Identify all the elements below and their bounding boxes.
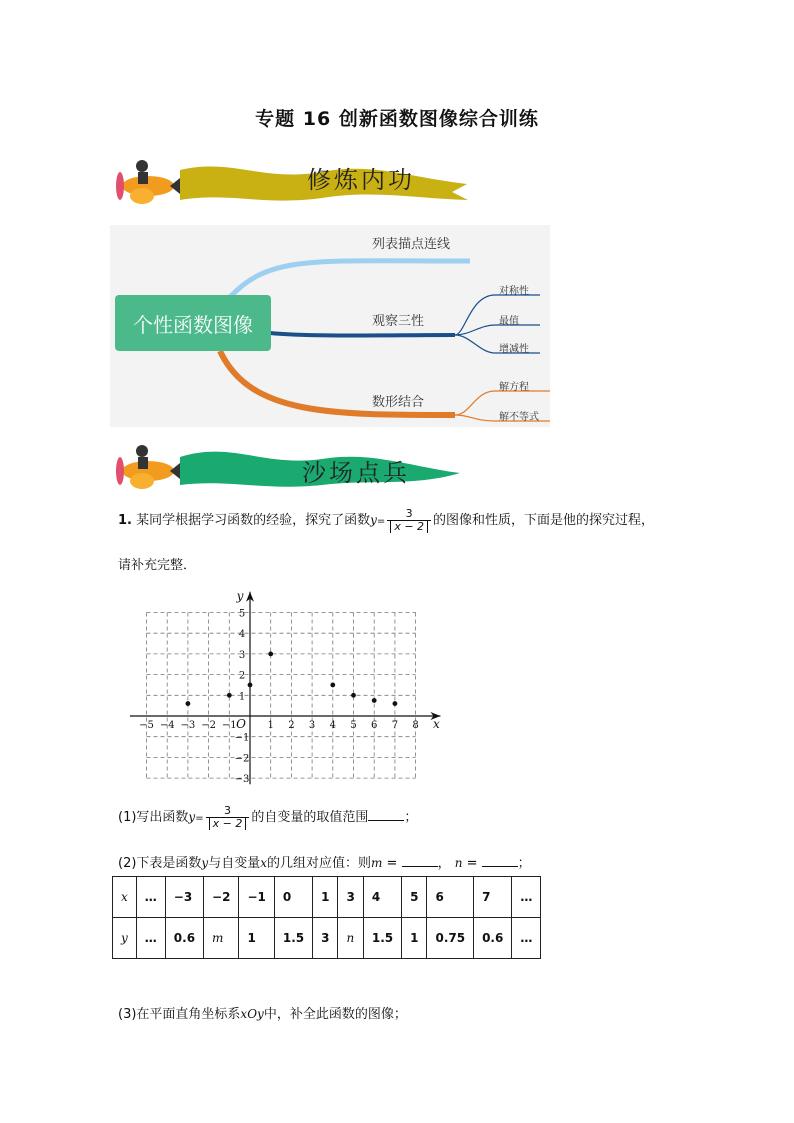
origin-label: O: [236, 717, 246, 731]
y-tick-label: −2: [234, 753, 250, 765]
part-3: [118, 1003, 407, 1022]
equals-sign: =: [462, 856, 482, 871]
separator: ，: [437, 856, 451, 871]
answer-blank-range[interactable]: [368, 808, 404, 821]
fraction-denominator: x − 2: [390, 520, 428, 533]
equals-sign: =: [376, 516, 386, 528]
data-point: [372, 698, 377, 703]
mind-map: [110, 225, 550, 427]
mind-map-branch-2: 观察三性: [372, 314, 425, 329]
x-tick-label: 1: [267, 720, 274, 731]
part-2-text: 的几组对应值：则: [267, 856, 372, 871]
table-row: [113, 877, 541, 918]
equals-sign: =: [382, 856, 402, 871]
y-row-cell-7: n: [338, 918, 363, 959]
question-text-a: 某同学根据学习函数的经验，探究了函数: [136, 513, 371, 529]
part-1-text: 的自变量的取值范围: [251, 810, 369, 826]
data-point: [330, 683, 335, 688]
y-row-cell-6: 3: [313, 918, 338, 959]
plane-banner-graphic-1: [112, 148, 472, 208]
y-row-cell-10: 0.75: [427, 918, 474, 959]
y-row-cell-3: m: [204, 918, 239, 959]
data-point: [227, 693, 232, 698]
fraction-denominator: x − 2: [209, 817, 247, 830]
part-1: [118, 805, 417, 830]
y-tick-label: 3: [238, 649, 246, 661]
y-tick-label: 2: [238, 670, 246, 682]
question-1-line-1: [118, 508, 718, 533]
mind-map-leaf-monotonic: 增减性: [499, 344, 529, 355]
airplane-icon: [116, 160, 180, 204]
x-tick-label: −3: [180, 720, 196, 731]
question-1-line-2: 请补充完整．: [118, 558, 197, 573]
var-xoy: xOy: [240, 1007, 264, 1021]
x-tick-label: −1: [221, 720, 237, 731]
x-tick-label: −5: [139, 720, 154, 731]
x-axis-label: x: [433, 717, 440, 731]
x-tick-label: 6: [371, 720, 378, 731]
x-tick-label: 5: [350, 720, 357, 731]
x-row-cell-0: x: [113, 877, 137, 918]
x-row-cell-9: 5: [402, 877, 427, 918]
part-1-end: ；: [404, 810, 418, 826]
var-m: m: [371, 856, 383, 870]
graph-axes: [130, 592, 441, 785]
y-row-cell-12: …: [512, 918, 541, 959]
x-row-cell-10: 6: [427, 877, 474, 918]
data-point: [248, 683, 253, 688]
mind-map-leaf-inequality: 解不等式: [499, 412, 539, 423]
y-tick-label: −3: [234, 774, 250, 786]
x-row-cell-1: …: [136, 877, 165, 918]
y-row-cell-2: 0.6: [165, 918, 203, 959]
x-tick-label: −2: [201, 720, 216, 731]
part-2-mid: 与自变量: [208, 856, 261, 871]
y-row-cell-9: 1: [402, 918, 427, 959]
x-tick-label: 7: [391, 720, 399, 731]
x-row-cell-6: 1: [313, 877, 338, 918]
y-tick-label: −1: [234, 732, 250, 744]
x-row-cell-5: 0: [274, 877, 312, 918]
y-tick-label: 1: [238, 691, 246, 703]
x-row-cell-12: …: [512, 877, 541, 918]
data-point: [393, 701, 398, 706]
y-row-cell-0: y: [113, 918, 137, 959]
x-tick-label: 3: [308, 720, 316, 731]
x-tick-label: −4: [159, 720, 175, 731]
graph-grid: [130, 613, 419, 779]
equals-sign: =: [195, 813, 204, 825]
fraction: [206, 805, 250, 830]
var-y: y: [201, 856, 209, 870]
x-tick-label: 2: [288, 720, 295, 731]
y-row-cell-11: 0.6: [474, 918, 512, 959]
x-row-cell-4: −1: [239, 877, 274, 918]
section-banner-2: [112, 433, 472, 493]
var-y: y: [370, 513, 377, 528]
part-3-text: 中，补全此函数的图像；: [263, 1007, 407, 1022]
page-title: 专题 16 创新函数图像综合训练: [255, 108, 539, 130]
part-1-label: (1)写出函数: [118, 810, 189, 826]
part-2-label: (2)下表是函数: [118, 856, 202, 871]
x-tick-label: 4: [329, 720, 336, 731]
y-tick-label: 5: [238, 608, 246, 620]
answer-blank-n[interactable]: [482, 854, 518, 867]
fraction-numerator: 3: [405, 507, 413, 520]
y-row-cell-8: 1.5: [363, 918, 401, 959]
var-x: x: [260, 856, 267, 870]
x-tick-label: 8: [412, 720, 419, 731]
fraction-numerator: 3: [223, 804, 231, 817]
mind-map-leaf-symmetry: 对称性: [499, 286, 529, 297]
part-3-label: (3)在平面直角坐标系: [118, 1007, 241, 1022]
mind-map-branch-3: 数形结合: [372, 395, 425, 410]
plane-banner-graphic-2: [112, 433, 472, 493]
y-row-cell-4: 1: [239, 918, 274, 959]
part-2: [118, 852, 531, 871]
y-row-cell-1: …: [136, 918, 165, 959]
section-banner-1: [112, 148, 472, 208]
y-row-cell-5: 1.5: [274, 918, 312, 959]
var-y: y: [188, 810, 196, 825]
mind-map-branch-1: 列表描点连线: [372, 237, 451, 252]
var-n: n: [454, 856, 463, 870]
data-point: [351, 693, 356, 698]
x-row-cell-8: 4: [363, 877, 401, 918]
answer-blank-m[interactable]: [402, 854, 438, 867]
data-point: [186, 701, 191, 706]
part-2-end: ；: [517, 856, 531, 871]
values-table: [112, 876, 541, 959]
data-point: [268, 652, 273, 657]
question-number: 1.: [118, 513, 132, 529]
x-row-cell-7: 3: [338, 877, 363, 918]
y-axis-label: y: [236, 588, 244, 603]
fraction: [387, 508, 431, 533]
banner-1-text: 修炼内功: [307, 166, 415, 194]
coordinate-graph: [120, 585, 450, 790]
table-row: [113, 918, 541, 959]
x-row-cell-3: −2: [204, 877, 239, 918]
mind-map-leaf-equation: 解方程: [499, 382, 529, 393]
x-row-cell-11: 7: [474, 877, 512, 918]
airplane-icon: [116, 445, 180, 489]
banner-2-text: 沙场点兵: [302, 459, 410, 487]
question-text-b: 的图像和性质，下面是他的探究过程，: [433, 513, 655, 529]
x-row-cell-2: −3: [165, 877, 203, 918]
mind-map-root: 个性函数图像: [115, 295, 271, 351]
y-tick-label: 4: [238, 629, 246, 641]
mind-map-leaf-extrema: 最值: [499, 316, 519, 327]
